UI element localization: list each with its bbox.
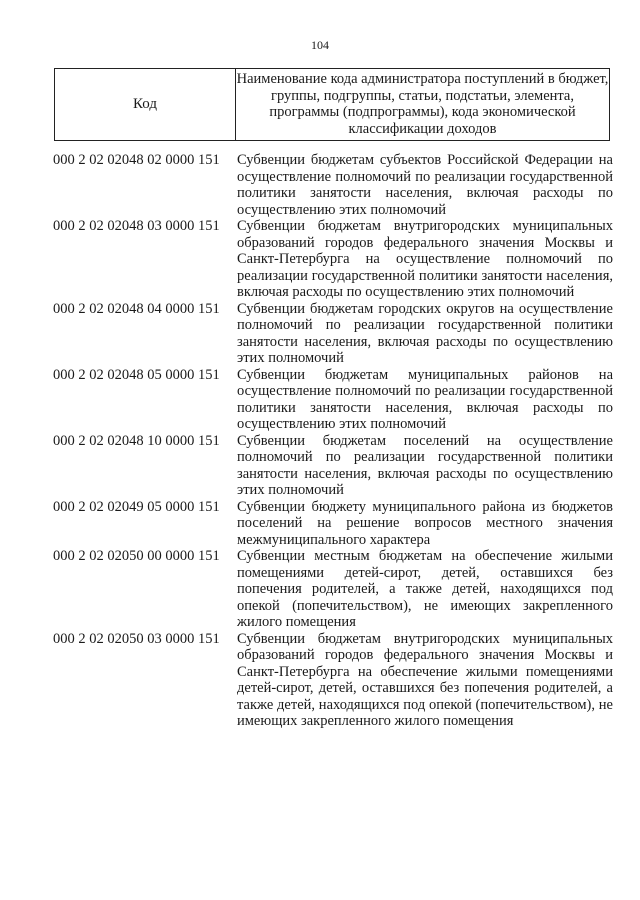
row-description: Субвенции бюджетам субъектов Российской Федерации на осуществление полномочий по реализации государственной политики занятости населения, включая расходы по осуществлению этих полномочий <box>237 152 613 218</box>
row-description: Субвенции бюджетам внутригородских муниципальных образований городов федерального значения Москвы и Санкт-Петербурга на осуществление полномочий по реализации государственной политики занятости населения, включая расходы по осуществлению этих полномочий <box>237 218 613 300</box>
row-description: Субвенции бюджетам поселений на осуществление полномочий по реализации государственной политики занятости населения, включая расходы по осуществлению этих полномочий <box>237 432 613 498</box>
table-row <box>53 433 613 499</box>
table-row <box>53 367 613 433</box>
row-code: 000 2 02 02048 03 0000 151 <box>53 218 220 234</box>
table-row <box>53 548 613 631</box>
row-description: Субвенции бюджетам внутригородских муниципальных образований городов федерального значения Москвы и Санкт-Петербурга на обеспечение жилыми помещениями детей-сирот, детей, оставшихся без попечения родителей, а также детей, находящихся под опекой (попечительством), не имеющих закрепленного жилого помещения <box>237 630 613 729</box>
row-code: 000 2 02 02050 00 0000 151 <box>53 548 220 564</box>
table-row <box>53 301 613 367</box>
table-row <box>53 218 613 301</box>
row-code: 000 2 02 02048 10 0000 151 <box>53 432 220 449</box>
header-code-label: Код <box>55 69 236 140</box>
classification-rows <box>53 152 613 730</box>
row-description: Субвенции местным бюджетам на обеспечение жилыми помещениями детей-сирот, детей, оставшихся без попечения родителей, а также детей, находящихся под опекой (попечительством), не имеющих закрепленного жилого помещения <box>237 548 613 630</box>
header-name-label: Наименование кода администратора поступлений в бюджет, группы, подгруппы, статьи, подстатьи, элемента, программы (подпрограммы), кода экономической классификации доходов <box>236 71 609 137</box>
row-description: Субвенции бюджету муниципального района из бюджетов поселений на решение вопросов местного значения межмуниципального характера <box>237 498 613 548</box>
table-row <box>53 499 613 549</box>
row-description: Субвенции бюджетам городских округов на осуществление полномочий по реализации государственной политики занятости населения, включая расходы по осуществлению этих полномочий <box>237 300 613 366</box>
table-row <box>53 631 613 730</box>
row-code: 000 2 02 02048 04 0000 151 <box>53 300 220 317</box>
row-code: 000 2 02 02048 05 0000 151 <box>53 366 220 383</box>
table-header <box>54 68 610 141</box>
page-number: 104 <box>311 38 329 52</box>
row-description: Субвенции бюджетам муниципальных районов на осуществление полномочий по реализации государственной политики занятости населения, включая расходы по осуществлению этих полномочий <box>237 366 613 432</box>
row-code: 000 2 02 02049 05 0000 151 <box>53 498 220 515</box>
row-code: 000 2 02 02050 03 0000 151 <box>53 630 220 647</box>
row-code: 000 2 02 02048 02 0000 151 <box>53 152 220 168</box>
table-row <box>53 152 613 218</box>
